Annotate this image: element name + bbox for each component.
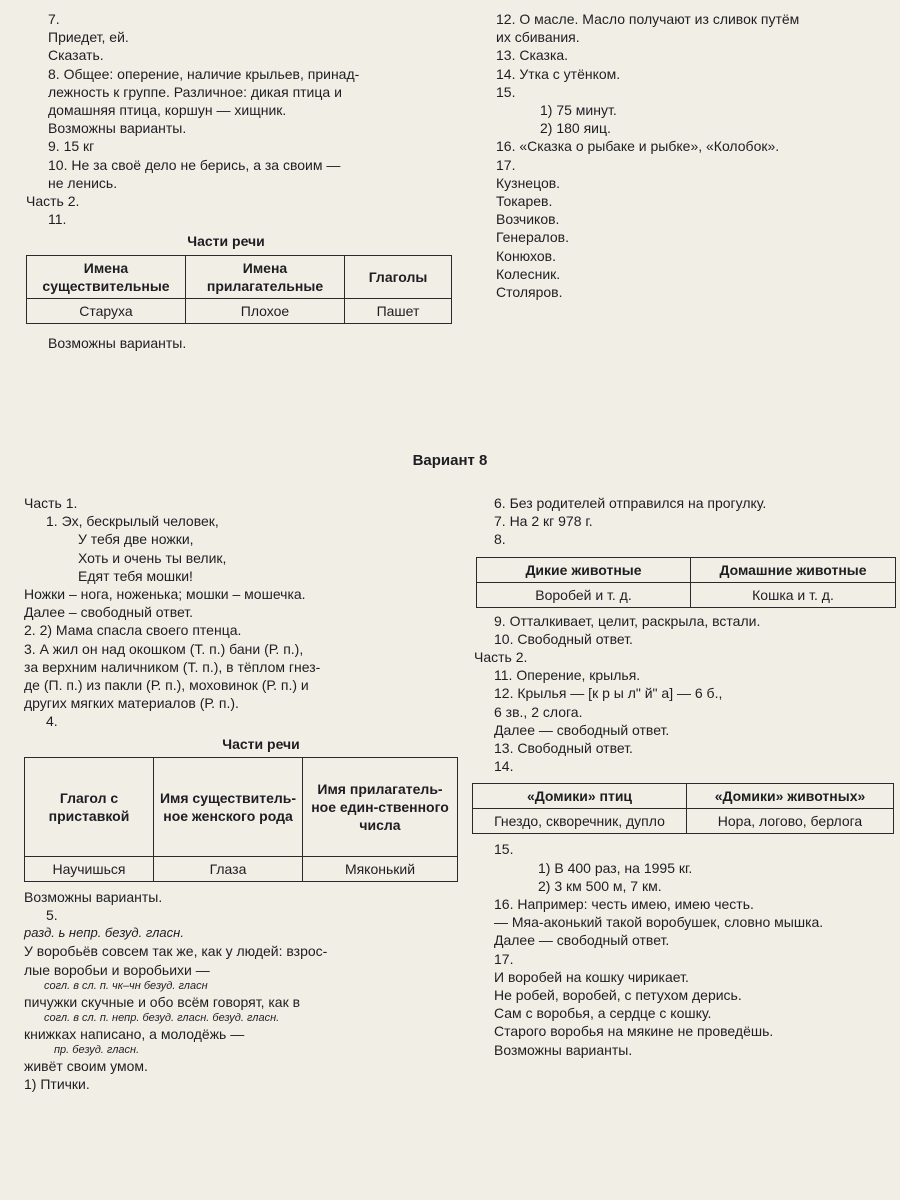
text-line: 7. На 2 кг 978 г.	[494, 513, 593, 530]
bottom-right-column	[474, 494, 896, 1059]
text-line: 2) 3 км 500 м, 7 км.	[538, 877, 662, 894]
text-line: их сбивания.	[496, 29, 580, 46]
text-line: пичужки скучные и обо всём говорят, как в	[24, 993, 301, 1010]
table-title: Части речи	[222, 735, 300, 752]
text-line: Конюхов.	[496, 247, 556, 264]
text-line: Возчиков.	[496, 211, 560, 228]
annotation-line: согл. в сл. п. чк–чн безуд. гласн	[44, 979, 208, 992]
text-line: Генералов.	[496, 229, 569, 246]
text-line: 16. «Сказка о рыбаке и рыбке», «Колобок».	[496, 138, 780, 155]
table-header: Домашние животные	[691, 557, 896, 582]
table-header: Имя прилагатель-ное един-ственного числа	[303, 757, 458, 856]
text-line: Кузнецов.	[496, 174, 561, 191]
table-header: Дикие животные	[477, 557, 691, 582]
text-line: Столяров.	[496, 284, 563, 301]
text-line: 8.	[494, 531, 506, 548]
text-line: домашняя птица, коршун — хищник.	[48, 102, 287, 119]
table-header: Имена прилагательные	[186, 255, 345, 298]
text-line: 3. А жил он над окошком (Т. п.) бани (Р. п.),	[24, 640, 304, 657]
table-cell: Нора, логово, берлога	[687, 809, 894, 834]
text-line: Старого воробья на мякине не проведёшь.	[494, 1023, 774, 1040]
table-header: Имена существительные	[27, 255, 186, 298]
table-cell: Мяконький	[303, 856, 458, 881]
text-line: 12. О масле. Масло получают из сливок путём	[496, 11, 800, 27]
animals-table	[476, 557, 896, 608]
text-line: де (П. п.) из пакли (Р. п.), моховинок (Р. п.) и	[24, 677, 309, 694]
text-line: 12. Крылья — [к р ы л" й" а] — 6 б.,	[494, 685, 723, 702]
text-line: 14. Утка с утёнком.	[496, 65, 621, 82]
annotation-line: разд. ь непр. безуд. гласн.	[24, 925, 184, 941]
poem-line: Хоть и очень ты велик,	[78, 549, 227, 566]
text-line: 4.	[46, 713, 58, 730]
table-title: Части речи	[187, 233, 265, 250]
text-line: 15.	[494, 841, 514, 858]
annotation-line: согл. в сл. п. непр. безуд. гласн. безуд. гласн.	[44, 1012, 280, 1025]
table-header: Имя существитель-ное женского рода	[154, 757, 303, 856]
table-cell: Кошка и т. д.	[691, 582, 896, 607]
part-heading: Часть 2.	[474, 649, 528, 666]
text-line: не ленись.	[48, 174, 118, 191]
table-cell: Научишься	[25, 856, 154, 881]
text-line: Возможны варианты.	[48, 334, 187, 351]
homes-table	[472, 783, 894, 834]
text-line: Далее – свободный ответ.	[24, 604, 194, 621]
top-right-column	[496, 10, 896, 301]
table-header: «Домики» животных»	[687, 784, 894, 809]
poem-line: 1. Эх, бескрылый человек,	[46, 513, 219, 530]
text-line: 5.	[46, 907, 58, 924]
table-cell: Плохое	[186, 298, 345, 323]
text-line: Токарев.	[496, 193, 553, 210]
annotation-line: пр. безуд. гласн.	[54, 1044, 140, 1057]
table-cell: Воробей и т. д.	[477, 582, 691, 607]
text-line: 8. Общее: оперение, наличие крыльев, принад-	[48, 65, 360, 82]
text-line: Не робей, воробей, с петухом дерись.	[494, 987, 742, 1004]
text-line: 6 зв., 2 слога.	[494, 703, 583, 720]
text-line: книжках написано, а молодёжь —	[24, 1026, 245, 1043]
text-line: других мягких материалов (Р. п.).	[24, 695, 239, 712]
text-line: Сам с воробья, а сердце с кошку.	[494, 1005, 712, 1022]
text-line: 11. Оперение, крылья.	[494, 667, 641, 684]
text-line: 7.	[48, 11, 60, 27]
text-line: — Мяа-аконький такой воробушек, словно мышка.	[494, 914, 824, 931]
text-line: за верхним наличником (Т. п.), в тёплом гнез-	[24, 658, 321, 675]
text-line: 9. 15 кг	[48, 138, 95, 155]
text-line: Ножки – нога, ноженька; мошки – мошечка.	[24, 586, 306, 603]
text-line: 1) В 400 раз, на 1995 кг.	[538, 859, 693, 876]
table-header: Глагол с приставкой	[25, 757, 154, 856]
text-line: 17.	[496, 156, 516, 173]
text-line: Возможны варианты.	[24, 888, 163, 905]
poem-line: Едят тебя мошки!	[78, 567, 193, 584]
text-line: 10. Свободный ответ.	[494, 630, 633, 647]
table-header: Глаголы	[345, 255, 452, 298]
text-line: 9. Отталкивает, целит, раскрыла, встали.	[494, 612, 761, 629]
variant-title: Вариант 8	[412, 452, 488, 469]
text-line: 11.	[48, 211, 67, 228]
top-left-column	[26, 10, 466, 352]
text-line: 1) 75 минут.	[540, 102, 617, 119]
text-line: лые воробьи и воробьихи —	[24, 961, 210, 978]
text-line: Возможны варианты.	[48, 120, 187, 137]
text-line: 16. Например: честь имею, имею честь.	[494, 896, 754, 913]
parts-of-speech-table	[26, 255, 452, 324]
text-line: Колесник.	[496, 265, 561, 282]
text-line: лежность к группе. Различное: дикая птица и	[48, 83, 342, 100]
text-line: 2. 2) Мама спасла своего птенца.	[24, 622, 242, 639]
text-line: У воробьёв совсем так же, как у людей: взрос-	[24, 943, 328, 960]
text-line: 6. Без родителей отправился на прогулку.	[494, 495, 767, 511]
text-line: Приедет, ей.	[48, 29, 129, 46]
bottom-left-column	[24, 494, 458, 1094]
text-line: 15.	[496, 83, 516, 100]
text-line: 13. Свободный ответ.	[494, 740, 633, 757]
text-line: 17.	[494, 950, 514, 967]
table-cell: Старуха	[27, 298, 186, 323]
text-line: 1) Птички.	[24, 1076, 90, 1093]
text-line: живёт своим умом.	[24, 1058, 148, 1075]
table-cell: Гнездо, скворечник, дупло	[473, 809, 687, 834]
text-line: 13. Сказка.	[496, 47, 569, 64]
text-line: Далее — свободный ответ.	[494, 721, 670, 738]
table-header: «Домики» птиц	[473, 784, 687, 809]
text-line: Сказать.	[48, 47, 104, 64]
table-cell: Пашет	[345, 298, 452, 323]
text-line: И воробей на кошку чирикает.	[494, 968, 689, 985]
text-line: Возможны варианты.	[494, 1041, 633, 1058]
text-line: 2) 180 яиц.	[540, 120, 611, 137]
text-line: Далее — свободный ответ.	[494, 932, 670, 949]
text-line: 10. Не за своё дело не берись, а за своим —	[48, 156, 341, 173]
poem-line: У тебя две ножки,	[78, 531, 194, 548]
table-cell: Глаза	[154, 856, 303, 881]
part-heading: Часть 2.	[26, 193, 80, 210]
part-heading: Часть 1.	[24, 495, 78, 511]
parts-of-speech-table-2	[24, 757, 458, 882]
text-line: 14.	[494, 758, 514, 775]
